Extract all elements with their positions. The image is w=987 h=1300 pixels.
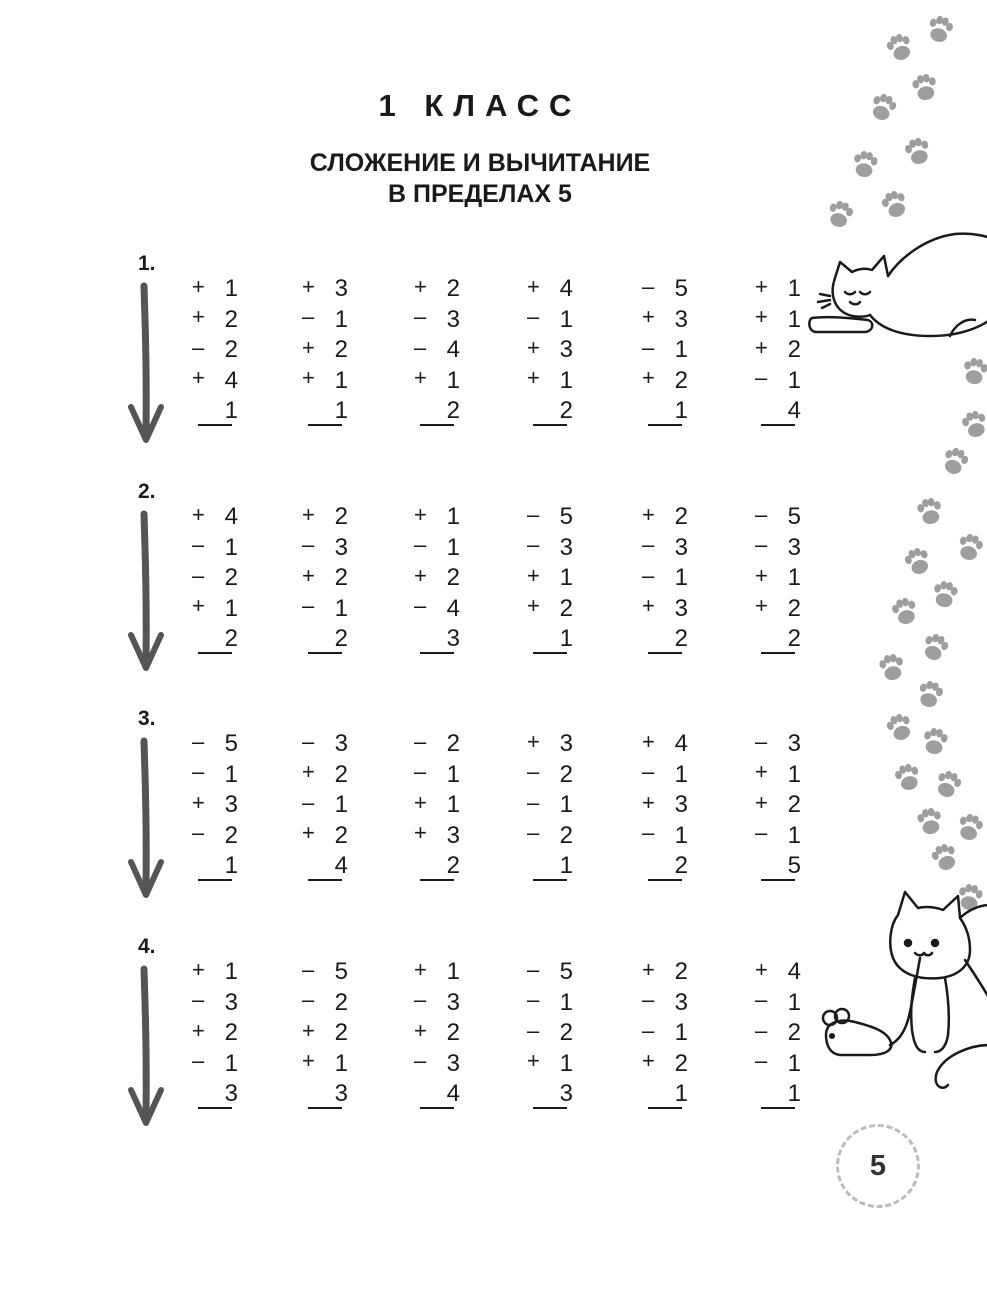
operator-sign: +: [192, 1017, 205, 1043]
operand-number: 3: [787, 730, 801, 757]
operator-sign: –: [642, 759, 655, 784]
section-number: 1.: [138, 252, 156, 275]
operator-sign: –: [302, 728, 315, 754]
operator-sign: +: [302, 334, 315, 360]
operator-sign: –: [755, 501, 768, 527]
operand-number: 1: [334, 397, 348, 424]
operand-number: 1: [224, 1049, 238, 1077]
operator-sign: +: [192, 501, 205, 527]
operand-number: 1: [787, 1080, 801, 1107]
operator-sign: +: [302, 501, 315, 527]
operand-number: 2: [224, 305, 238, 333]
operand-number: 3: [559, 1080, 573, 1107]
operator-sign: +: [302, 1017, 315, 1043]
operator-sign: +: [527, 334, 540, 360]
operator-sign: –: [642, 334, 655, 360]
operand-number: 5: [674, 275, 688, 302]
operand-number: 1: [559, 1049, 573, 1077]
operand-number: 1: [446, 958, 460, 985]
operand-number: 1: [559, 305, 573, 333]
operator-sign: +: [755, 759, 768, 784]
operator-sign: +: [302, 562, 315, 588]
operator-sign: +: [642, 593, 655, 618]
operand-number: 1: [787, 1049, 801, 1077]
operand-number: 2: [334, 503, 348, 530]
operand-number: 1: [224, 397, 238, 424]
operator-sign: –: [642, 1017, 655, 1043]
operand-number: 1: [559, 852, 573, 879]
operator-sign: –: [302, 304, 315, 329]
operand-number: 4: [334, 852, 348, 879]
operand-number: 2: [674, 625, 688, 652]
operand-number: 2: [787, 791, 801, 818]
operator-sign: +: [192, 593, 205, 618]
operand-number: 2: [334, 336, 348, 363]
operator-sign: +: [642, 1048, 655, 1073]
operand-number: 2: [446, 564, 460, 591]
operand-number: 3: [334, 730, 348, 757]
operand-number: 1: [559, 564, 573, 591]
operand-number: 2: [334, 1019, 348, 1046]
operand-number: 2: [446, 852, 460, 879]
operator-sign: –: [414, 334, 427, 360]
operand-number: 2: [559, 760, 573, 788]
operator-sign: –: [414, 1048, 427, 1073]
operand-number: 2: [224, 821, 238, 849]
operand-number: 3: [446, 625, 460, 652]
operand-number: 1: [674, 760, 688, 788]
operator-sign: +: [642, 501, 655, 527]
operand-number: 3: [787, 533, 801, 561]
operand-number: 2: [674, 1049, 688, 1077]
operand-number: 2: [446, 730, 460, 757]
operator-sign: +: [755, 304, 768, 329]
operand-number: 2: [334, 988, 348, 1016]
operand-number: 1: [559, 988, 573, 1016]
operator-sign: +: [642, 956, 655, 982]
operator-sign: +: [414, 365, 427, 390]
operand-number: 1: [787, 366, 801, 394]
operand-number: 1: [559, 366, 573, 394]
operand-number: 2: [559, 397, 573, 424]
operand-number: 1: [787, 305, 801, 333]
operand-number: 5: [787, 503, 801, 530]
operand-number: 1: [446, 533, 460, 561]
operand-number: 4: [787, 958, 801, 985]
operand-number: 2: [787, 594, 801, 622]
subtitle-line-1: СЛОЖЕНИЕ И ВЫЧИТАНИЕ: [309, 149, 651, 177]
operator-sign: +: [414, 956, 427, 982]
operand-number: 3: [559, 533, 573, 561]
operator-sign: –: [302, 593, 315, 618]
operand-number: 4: [224, 503, 238, 530]
operand-number: 3: [446, 988, 460, 1016]
operator-sign: –: [755, 365, 768, 390]
operator-sign: –: [642, 532, 655, 557]
operator-sign: –: [302, 789, 315, 815]
operand-number: 1: [446, 366, 460, 394]
operand-number: 1: [674, 1019, 688, 1046]
operand-number: 2: [674, 366, 688, 394]
operator-sign: +: [527, 273, 540, 299]
operator-sign: –: [755, 820, 768, 845]
operator-sign: –: [527, 304, 540, 329]
operand-number: 2: [559, 1019, 573, 1046]
operator-sign: –: [414, 759, 427, 784]
operand-number: 2: [224, 1019, 238, 1046]
operator-sign: –: [302, 987, 315, 1012]
operand-number: 4: [224, 366, 238, 394]
operand-number: 4: [559, 275, 573, 302]
operand-number: 1: [334, 594, 348, 622]
operator-sign: –: [527, 759, 540, 784]
operator-sign: –: [414, 987, 427, 1012]
operand-number: 2: [674, 958, 688, 985]
operator-sign: –: [527, 789, 540, 815]
operand-number: 3: [674, 305, 688, 333]
operand-number: 1: [446, 760, 460, 788]
operator-sign: +: [414, 1017, 427, 1043]
operand-number: 4: [674, 730, 688, 757]
operand-number: 2: [446, 275, 460, 302]
operand-number: 3: [446, 1049, 460, 1077]
operator-sign: –: [414, 304, 427, 329]
operator-sign: +: [192, 304, 205, 329]
operand-number: 2: [787, 625, 801, 652]
operand-number: 1: [787, 760, 801, 788]
operator-sign: +: [642, 365, 655, 390]
operand-number: 1: [334, 791, 348, 818]
operator-sign: +: [527, 365, 540, 390]
operator-sign: –: [642, 273, 655, 299]
operator-sign: –: [302, 532, 315, 557]
operand-number: 2: [224, 564, 238, 591]
operand-number: 1: [787, 275, 801, 302]
operand-number: 1: [787, 821, 801, 849]
operand-number: 3: [674, 594, 688, 622]
operand-number: 1: [224, 760, 238, 788]
operator-sign: +: [302, 759, 315, 784]
operand-number: 4: [446, 1080, 460, 1107]
operand-number: 5: [787, 852, 801, 879]
operand-number: 3: [446, 305, 460, 333]
operator-sign: –: [192, 562, 205, 588]
operand-number: 2: [559, 594, 573, 622]
operator-sign: +: [414, 562, 427, 588]
operand-number: 3: [334, 533, 348, 561]
operand-number: 1: [224, 275, 238, 302]
operator-sign: –: [192, 532, 205, 557]
operator-sign: +: [414, 501, 427, 527]
operator-sign: –: [192, 1048, 205, 1073]
section-number: 3.: [138, 707, 156, 730]
operator-sign: +: [192, 365, 205, 390]
operand-number: 2: [224, 625, 238, 652]
operator-sign: +: [755, 789, 768, 815]
operator-sign: –: [192, 334, 205, 360]
operand-number: 1: [674, 336, 688, 363]
operator-sign: +: [755, 562, 768, 588]
operand-number: 3: [559, 336, 573, 363]
operator-sign: +: [755, 593, 768, 618]
operator-sign: +: [755, 273, 768, 299]
operator-sign: –: [192, 759, 205, 784]
operator-sign: –: [192, 820, 205, 845]
operator-sign: –: [755, 532, 768, 557]
operand-number: 1: [674, 821, 688, 849]
operand-number: 2: [334, 760, 348, 788]
operator-sign: –: [755, 1048, 768, 1073]
operand-number: 1: [559, 625, 573, 652]
operand-number: 1: [559, 791, 573, 818]
operand-number: 2: [674, 852, 688, 879]
operand-number: 2: [559, 821, 573, 849]
operand-number: 3: [674, 533, 688, 561]
operator-sign: –: [527, 956, 540, 982]
operator-sign: –: [527, 501, 540, 527]
operand-number: 1: [674, 397, 688, 424]
operator-sign: +: [414, 820, 427, 845]
operand-number: 5: [334, 958, 348, 985]
operand-number: 5: [559, 503, 573, 530]
operand-number: 3: [674, 988, 688, 1016]
operand-number: 4: [446, 594, 460, 622]
operator-sign: –: [642, 987, 655, 1012]
operator-sign: –: [755, 1017, 768, 1043]
operand-number: 2: [446, 397, 460, 424]
operator-sign: +: [192, 273, 205, 299]
operator-sign: +: [192, 789, 205, 815]
operand-number: 4: [787, 397, 801, 424]
operator-sign: –: [302, 956, 315, 982]
operator-sign: –: [527, 1017, 540, 1043]
operand-number: 5: [224, 730, 238, 757]
subtitle-line-2: В ПРЕДЕЛАХ 5: [388, 180, 572, 208]
operand-number: 3: [446, 821, 460, 849]
operator-sign: +: [414, 273, 427, 299]
operator-sign: +: [642, 304, 655, 329]
operand-number: 2: [224, 336, 238, 363]
operand-number: 1: [224, 852, 238, 879]
operand-number: 1: [334, 366, 348, 394]
operand-number: 3: [224, 988, 238, 1016]
operand-number: 5: [559, 958, 573, 985]
operand-number: 1: [224, 594, 238, 622]
operator-sign: –: [642, 820, 655, 845]
operand-number: 3: [559, 730, 573, 757]
operator-sign: –: [527, 820, 540, 845]
operator-sign: +: [302, 820, 315, 845]
operator-sign: +: [642, 728, 655, 754]
operand-number: 2: [787, 1019, 801, 1046]
operator-sign: +: [642, 789, 655, 815]
operator-sign: –: [414, 728, 427, 754]
section-number: 2.: [138, 480, 156, 503]
operand-number: 2: [334, 625, 348, 652]
operator-sign: –: [755, 987, 768, 1012]
class-title: 1 КЛАСС: [378, 88, 582, 123]
operand-number: 1: [446, 791, 460, 818]
operator-sign: +: [755, 334, 768, 360]
operator-sign: +: [302, 1048, 315, 1073]
operand-number: 1: [334, 305, 348, 333]
operator-sign: –: [414, 593, 427, 618]
operator-sign: –: [414, 532, 427, 557]
operand-number: 2: [334, 564, 348, 591]
operator-sign: –: [527, 987, 540, 1012]
operator-sign: +: [302, 365, 315, 390]
operand-number: 1: [334, 1049, 348, 1077]
operator-sign: +: [755, 956, 768, 982]
operand-number: 3: [224, 791, 238, 818]
operand-number: 1: [674, 564, 688, 591]
operand-number: 2: [787, 336, 801, 363]
operator-sign: –: [192, 987, 205, 1012]
operand-number: 2: [446, 1019, 460, 1046]
operator-sign: +: [527, 1048, 540, 1073]
section-number: 4.: [138, 935, 156, 958]
operator-sign: +: [527, 593, 540, 618]
operand-number: 4: [446, 336, 460, 363]
operator-sign: –: [527, 532, 540, 557]
operand-number: 1: [224, 958, 238, 985]
operand-number: 1: [787, 988, 801, 1016]
operand-number: 1: [674, 1080, 688, 1107]
operator-sign: +: [527, 728, 540, 754]
operator-sign: –: [192, 728, 205, 754]
operator-sign: +: [302, 273, 315, 299]
operand-number: 1: [787, 564, 801, 591]
operand-number: 3: [334, 1080, 348, 1107]
operator-sign: +: [192, 956, 205, 982]
operand-number: 3: [224, 1080, 238, 1107]
operand-number: 3: [674, 791, 688, 818]
page-number-badge: 5: [836, 1124, 920, 1208]
operand-number: 2: [674, 503, 688, 530]
operand-number: 2: [334, 821, 348, 849]
operand-number: 1: [224, 533, 238, 561]
operator-sign: +: [414, 789, 427, 815]
operand-number: 3: [334, 275, 348, 302]
operator-sign: –: [642, 562, 655, 588]
operator-sign: +: [527, 562, 540, 588]
operator-sign: –: [755, 728, 768, 754]
operand-number: 1: [446, 503, 460, 530]
